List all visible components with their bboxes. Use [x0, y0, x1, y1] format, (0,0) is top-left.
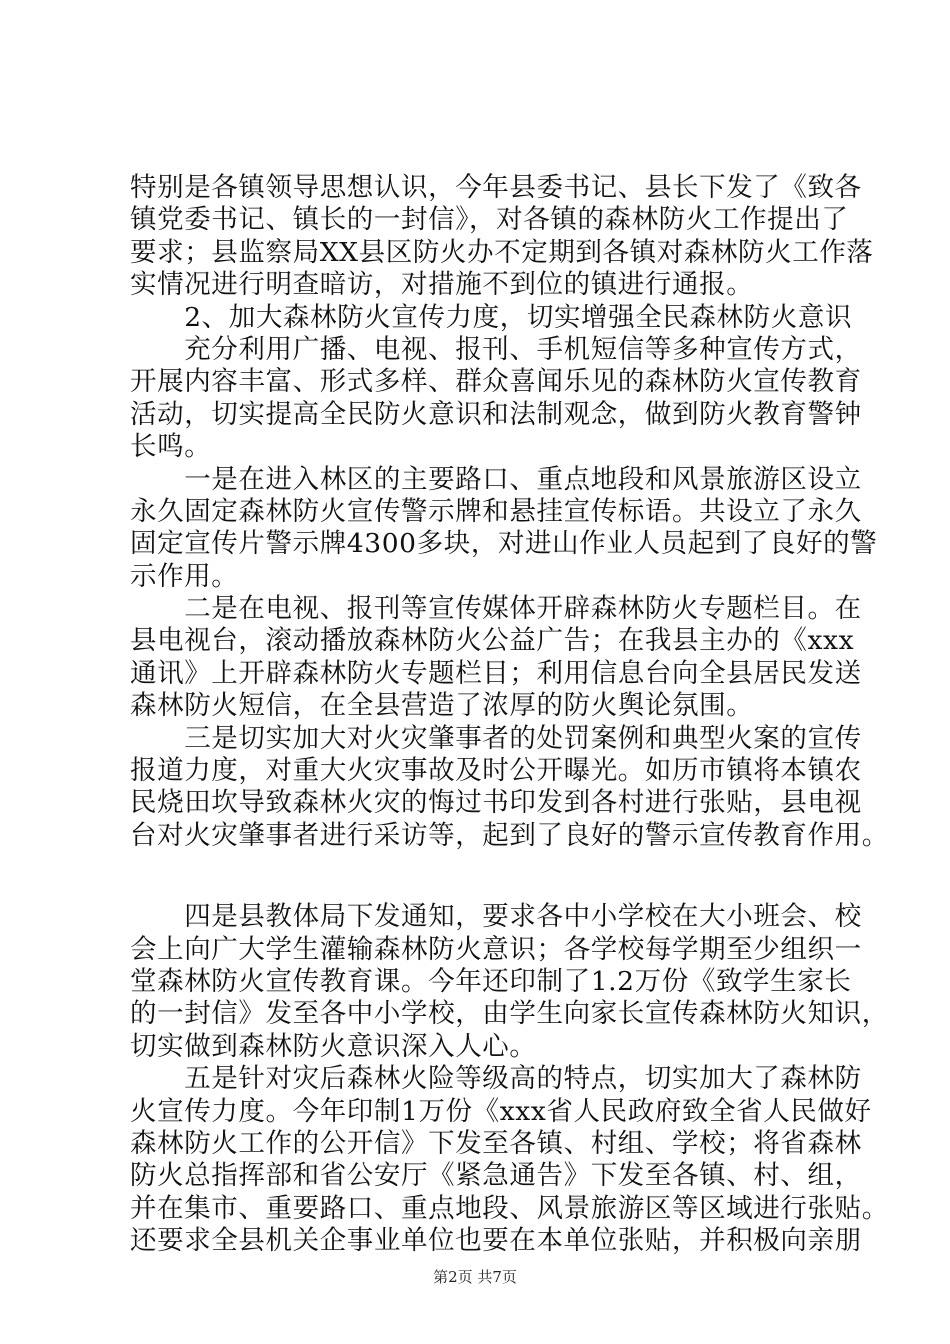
text-line: 森林防火工作的公开信》下发至各镇、村组、学校；将省森林 — [130, 1127, 862, 1159]
text-line: 火宣传力度。今年印制1万份《xxx省人民政府致全省人民做好 — [130, 1095, 872, 1127]
text-line: 活动，切实提高全民防火意识和法制观念，做到防火教育警钟 — [130, 398, 862, 430]
text-line: 充分利用广播、电视、报刊、手机短信等多种宣传方式， — [130, 333, 862, 365]
text-line: 实情况进行明查暗访，对措施不到位的镇进行通报。 — [130, 269, 754, 301]
text-line: 会上向广大学生灌输森林防火意识；各学校每学期至少组织一 — [130, 933, 862, 965]
text-line: 永久固定森林防火宣传警示牌和悬挂宣传标语。共设立了永久 — [130, 495, 862, 527]
page-number-footer: 第2页 共7页 — [433, 1268, 517, 1286]
text-line: 通讯》上开辟森林防火专题栏目；利用信息台向全县居民发送 — [130, 657, 862, 689]
paragraph-gap — [130, 852, 840, 901]
text-line: 示作用。 — [130, 560, 239, 592]
text-line: 堂森林防火宣传教育课。今年还印制了1.2万份《致学生家长 — [130, 965, 852, 997]
text-line: 开展内容丰富、形式多样、群众喜闻乐见的森林防火宣传教育 — [130, 366, 862, 398]
text-line: 镇党委书记、镇长的一封信》，对各镇的森林防火工作提出了 — [130, 204, 849, 236]
text-line: 民烧田坎导致森林火灾的悔过书印发到各村进行张贴，县电视 — [130, 787, 862, 819]
text-line: 切实做到森林防火意识深入人心。 — [130, 1030, 537, 1062]
text-line: 县电视台，滚动播放森林防火公益广告；在我县主办的《xxx — [130, 625, 855, 657]
document-body — [130, 172, 889, 1258]
text-line: 森林防火短信，在全县营造了浓厚的防火舆论氛围。 — [130, 690, 754, 722]
text-line: 固定宣传片警示牌4300多块，对进山作业人员起到了良好的警 — [130, 528, 878, 560]
section-heading: 2、加大森林防火宣传力度，切实增强全民森林防火意识 — [130, 301, 853, 333]
text-line: 台对火灾肇事者进行采访等，起到了良好的警示宣传教育作用。 — [130, 819, 889, 851]
text-line: 防火总指挥部和省公安厅《紧急通告》下发至各镇、村、组， — [130, 1160, 862, 1192]
text-line: 还要求全县机关企事业单位也要在本单位张贴，并积极向亲朋 — [130, 1225, 862, 1257]
text-line: 二是在电视、报刊等宣传媒体开辟森林防火专题栏目。在 — [130, 593, 862, 625]
text-line: 并在集市、重要路口、重点地段、风景旅游区等区域进行张贴。 — [130, 1192, 889, 1224]
text-line: 报道力度，对重大火灾事故及时公开曝光。如历市镇将本镇农 — [130, 755, 862, 787]
text-line: 三是切实加大对火灾肇事者的处罚案例和典型火案的宣传 — [130, 722, 862, 754]
text-line: 长鸣。 — [130, 431, 212, 463]
text-line: 四是县教体局下发通知，要求各中小学校在大小班会、校 — [130, 901, 862, 933]
text-line: 五是针对灾后森林火险等级高的特点，切实加大了森林防 — [130, 1063, 862, 1095]
text-line: 的一封信》发至各中小学校，由学生向家长宣传森林防火知识， — [130, 998, 889, 1030]
text-line: 一是在进入林区的主要路口、重点地段和风景旅游区设立 — [130, 463, 862, 495]
text-line: 要求；县监察局XX县区防火办不定期到各镇对森林防火工作落 — [130, 236, 874, 268]
text-line: 特别是各镇领导思想认识，今年县委书记、县长下发了《致各 — [130, 172, 862, 203]
